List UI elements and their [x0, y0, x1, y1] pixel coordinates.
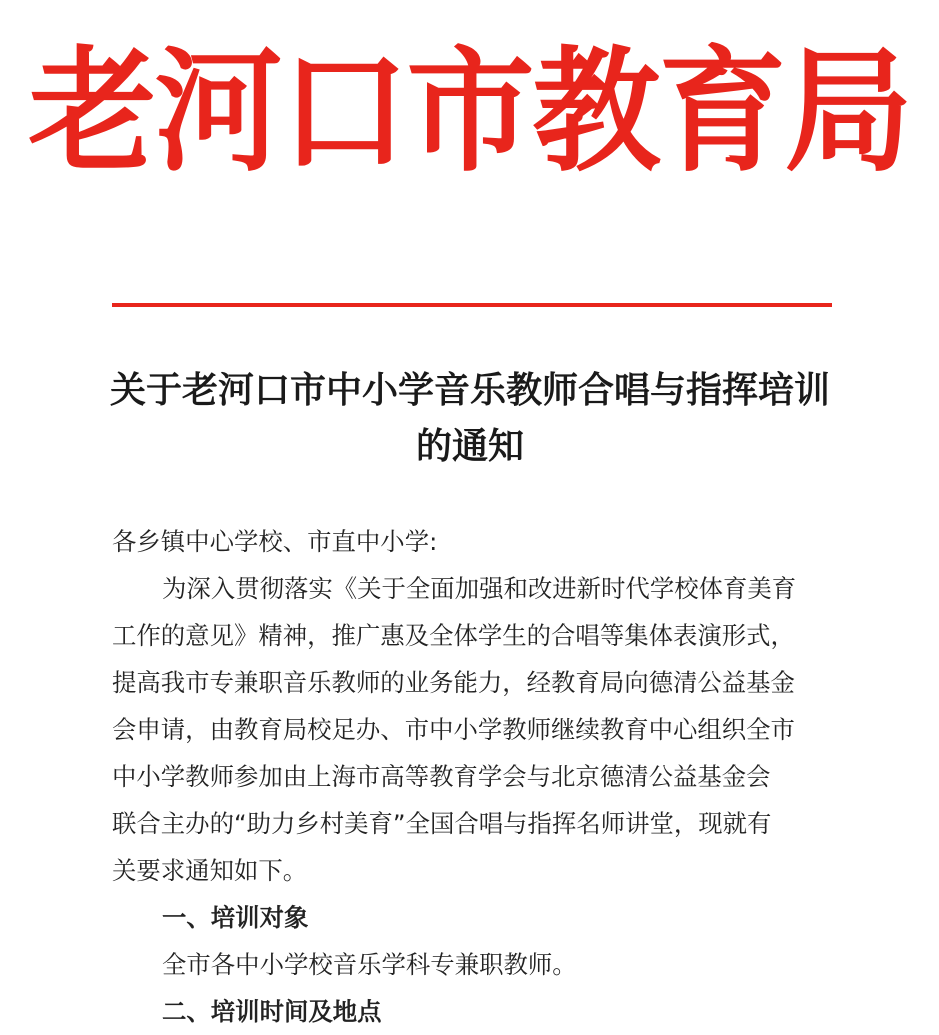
masthead-red-rule — [112, 303, 832, 307]
paragraph-line: 联合主办的“助力乡村美育”全国合唱与指挥名师讲堂，现就有 — [112, 809, 772, 838]
paragraph-line: 提高我市专兼职音乐教师的业务能力，经教育局向德清公益基金 — [112, 668, 795, 697]
salutation: 各乡镇中心学校、市直中小学: — [112, 527, 438, 556]
section-text-training-target: 全市各中小学校音乐学科专兼职教师。 — [162, 950, 577, 979]
masthead-org-name: 老河口市教育局 — [28, 34, 911, 191]
document-title-line-2: 的通知 — [415, 425, 524, 467]
paragraph-line: 中小学教师参加由上海市高等教育学会与北京德清公益基金会 — [112, 762, 771, 791]
paragraph-line: 为深入贯彻落实《关于全面加强和改进新时代学校体育美育 — [162, 574, 797, 603]
paragraph-line: 关要求通知如下。 — [112, 856, 308, 885]
section-heading-training-target: 一、培训对象 — [162, 903, 309, 932]
document-title-line-1: 关于老河口市中小学音乐教师合唱与指挥培训 — [109, 369, 830, 411]
paragraph-line: 会申请，由教育局校足办、市中小学教师继续教育中心组织全市 — [112, 715, 795, 744]
document-title — [100, 362, 840, 474]
section-heading-time-location: 二、培训时间及地点 — [162, 997, 382, 1026]
paragraph-line: 工作的意见》精神，推广惠及全体学生的合唱等集体表演形式， — [112, 621, 795, 650]
document-body — [112, 518, 836, 1035]
